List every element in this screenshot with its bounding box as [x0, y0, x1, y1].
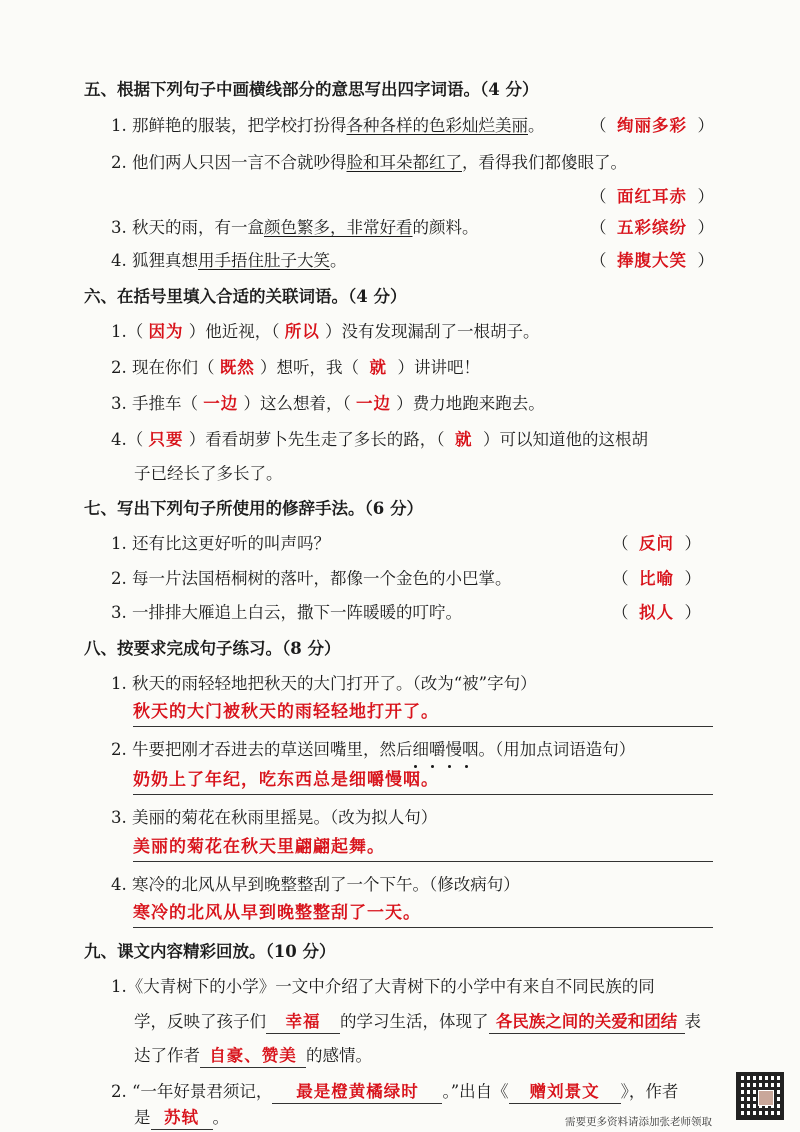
s5-q1	[111, 114, 545, 138]
s8-q4-answer: 寒冷的北风从早到晚整整刮了一天。	[133, 903, 421, 923]
s6-q2-text-a: 2. 现在你们（	[111, 358, 215, 377]
s6-q2-answer-1: 既然	[219, 358, 255, 377]
s8-q3-answer: 美丽的菊花在秋天里翩翩起舞。	[133, 837, 385, 857]
s7-q3-answer-box: （ 拟人 ）	[612, 603, 701, 622]
section-8-title: 八、按要求完成句子练习。（8 分）	[84, 639, 341, 658]
s8-q4-answer-line	[133, 899, 713, 928]
s9-q2-answer-2: 赠刘景文	[529, 1082, 600, 1101]
s7-q1-answer-box: （ 反问 ）	[612, 534, 701, 553]
s5-q3	[111, 216, 479, 240]
s8-q1: 1. 秋天的雨轻轻地把秋天的大门打开了。（改为“被”字句）	[111, 674, 537, 693]
s6-q1-text-a: 1.（	[111, 322, 144, 341]
s9-q2-text-e: 。	[212, 1108, 229, 1127]
section-9-title: 九、课文内容精彩回放。（10 分）	[84, 942, 336, 961]
s6-q2-text-c: ）讲讲吧！	[397, 358, 480, 377]
s9-q2-text-d: 是	[134, 1108, 151, 1127]
s5-q4-end: 。	[330, 251, 347, 270]
s5-q2	[111, 151, 627, 175]
s6-q2-answer-2: 就	[369, 358, 387, 377]
s5-q1-answer-box: （ 绚丽多彩 ）	[590, 116, 714, 135]
s9-q1-text-d: 达了作者	[134, 1046, 200, 1065]
s8-q3-answer-line	[133, 833, 713, 862]
s9-q1-answer-3: 自豪、赞美	[209, 1046, 297, 1065]
s6-q2	[111, 356, 480, 380]
s5-q2-end: ，看得我们都傻眼了。	[462, 153, 627, 172]
s5-q1-underlined: 各种各样的色彩灿烂美丽	[346, 116, 528, 135]
s7-q1-answer: 反问	[639, 534, 674, 553]
s8-q1-answer: 秋天的大门被秋天的雨轻轻地打开了。	[133, 702, 439, 722]
s8-q2-answer-line	[133, 766, 713, 795]
s7-q1: 1. 还有比这更好听的叫声吗？	[111, 534, 330, 553]
s6-q1-text-c: ）没有发现漏刮了一根胡子。	[325, 322, 540, 341]
s9-q1-text-c: 表	[684, 1012, 701, 1031]
s5-q2-answer-box: （ 面红耳赤 ）	[590, 187, 714, 206]
s8-q1-answer-line	[133, 698, 713, 727]
s5-q3-answer: 五彩缤纷	[617, 218, 687, 237]
s9-q1-line2	[134, 1010, 701, 1034]
s9-q2-line2	[134, 1106, 229, 1130]
s9-q2-line1	[111, 1080, 678, 1104]
s9-q2-answer-3: 苏轼	[164, 1108, 199, 1127]
s8-q2	[111, 738, 635, 762]
s9-q1-text-e: 的感情。	[306, 1046, 372, 1065]
s6-q1	[111, 320, 540, 344]
s6-q3	[111, 392, 545, 416]
s6-q4-text-a: 4.（	[111, 430, 144, 449]
s5-q3-underlined: 颜色繁多，非常好看	[264, 218, 413, 237]
section-7-title: 七、写出下列句子所使用的修辞手法。（6 分）	[84, 499, 423, 518]
s5-q4-text: 4. 狐狸真想	[111, 251, 198, 270]
s8-q2-answer: 奶奶上了年纪，吃东西总是细嚼慢咽。	[133, 770, 439, 790]
s8-q2-text-a: 2. 牛要把刚才吞进去的草送回嘴里，然后	[111, 740, 413, 759]
s8-q4: 4. 寒冷的北风从早到晚整整刮了一个下午。（修改病句）	[111, 875, 520, 894]
s7-q3-answer: 拟人	[639, 603, 674, 622]
s5-q1-text: 1. 那鲜艳的服装，把学校打扮得	[111, 116, 347, 135]
section-6-title: 六、在括号里填入合适的关联词语。（4 分）	[84, 287, 407, 306]
s7-q2-answer-box: （ 比喻 ）	[612, 569, 701, 588]
s5-q2-underlined: 脸和耳朵都红了	[346, 153, 462, 172]
s7-q3: 3. 一排排大雁追上白云，撒下一阵暖暖的叮咛。	[111, 603, 462, 622]
s7-q2: 2. 每一片法国梧桐树的落叶，都像一个金色的小巴掌。	[111, 569, 512, 588]
s5-q1-end: 。	[528, 116, 545, 135]
s6-q3-text-c: ）费力地跑来跑去。	[396, 394, 545, 413]
s6-q4-text-c: ）可以知道他的这根胡	[483, 430, 648, 449]
s9-q1-answer-1: 幸福	[285, 1012, 321, 1031]
s9-q2-text-b: 。”出自《	[442, 1082, 509, 1101]
s9-q2-text-c: 》，作者	[620, 1082, 679, 1101]
s9-q1-line1: 1.《大青树下的小学》一文中介绍了大青树下的小学中有来自不同民族的同	[111, 977, 655, 996]
s9-q2-answer-1: 最是橙黄橘绿时	[296, 1082, 419, 1101]
s5-q3-end: 的颜料。	[412, 218, 479, 237]
s5-q4-answer-box: （ 捧腹大笑 ）	[590, 251, 714, 270]
s9-q1-text-a: 学，反映了孩子们	[134, 1012, 266, 1031]
s8-q2-dotted-word: 细嚼慢咽	[412, 740, 479, 759]
s8-q2-text-b: 。（用加点词语造句）	[478, 740, 636, 759]
s7-q2-answer: 比喻	[639, 569, 674, 588]
s5-q1-answer: 绚丽多彩	[617, 116, 687, 135]
s5-q2-text: 2. 他们两人只因一言不合就吵得	[111, 153, 347, 172]
s9-q1-line3	[134, 1044, 372, 1068]
s5-q4-underlined: 用手捂住肚子大笑	[198, 251, 330, 270]
s5-q3-answer-box: （ 五彩缤纷 ）	[590, 218, 714, 237]
s8-q3: 3. 美丽的菊花在秋雨里摇晃。（改为拟人句）	[111, 808, 438, 827]
s6-q4-answer-2: 就	[455, 430, 473, 449]
s9-q1-answer-2: 各民族之间的关爱和团结	[495, 1012, 678, 1031]
footer-note: 需要更多资料请添加张老师领取	[565, 1116, 712, 1128]
s6-q3-answer-1: 一边	[203, 394, 239, 413]
s5-q3-text: 3. 秋天的雨，有一盒	[111, 218, 264, 237]
s9-q1-text-b: 的学习生活，体现了	[340, 1012, 489, 1031]
avatar	[758, 1090, 774, 1106]
s6-q2-text-b: ）想听，我（	[260, 358, 359, 377]
s6-q1-text-b: ）他近视，（	[188, 322, 280, 341]
s6-q4-answer-1: 只要	[148, 430, 184, 449]
section-5-title: 五、根据下列句子中画横线部分的意思写出四字词语。（4 分）	[84, 80, 539, 99]
s6-q4	[111, 428, 648, 452]
s9-q2-text-a: 2. “一年好景君须记，	[111, 1082, 273, 1101]
s5-q4-answer: 捧腹大笑	[617, 251, 687, 270]
s5-q2-answer: 面红耳赤	[617, 187, 687, 206]
s6-q3-answer-2: 一边	[356, 394, 391, 413]
s6-q3-text-b: ）这么想着，（	[243, 394, 351, 413]
s6-q1-answer-1: 因为	[148, 322, 184, 341]
s5-q4	[111, 249, 347, 273]
s6-q3-text-a: 3. 手推车（	[111, 394, 198, 413]
s6-q1-answer-2: 所以	[284, 322, 320, 341]
s6-q4-text-b: ）看看胡萝卜先生走了多长的路，（	[188, 430, 445, 449]
s6-q4-cont: 子已经长了多长了。	[134, 464, 283, 483]
